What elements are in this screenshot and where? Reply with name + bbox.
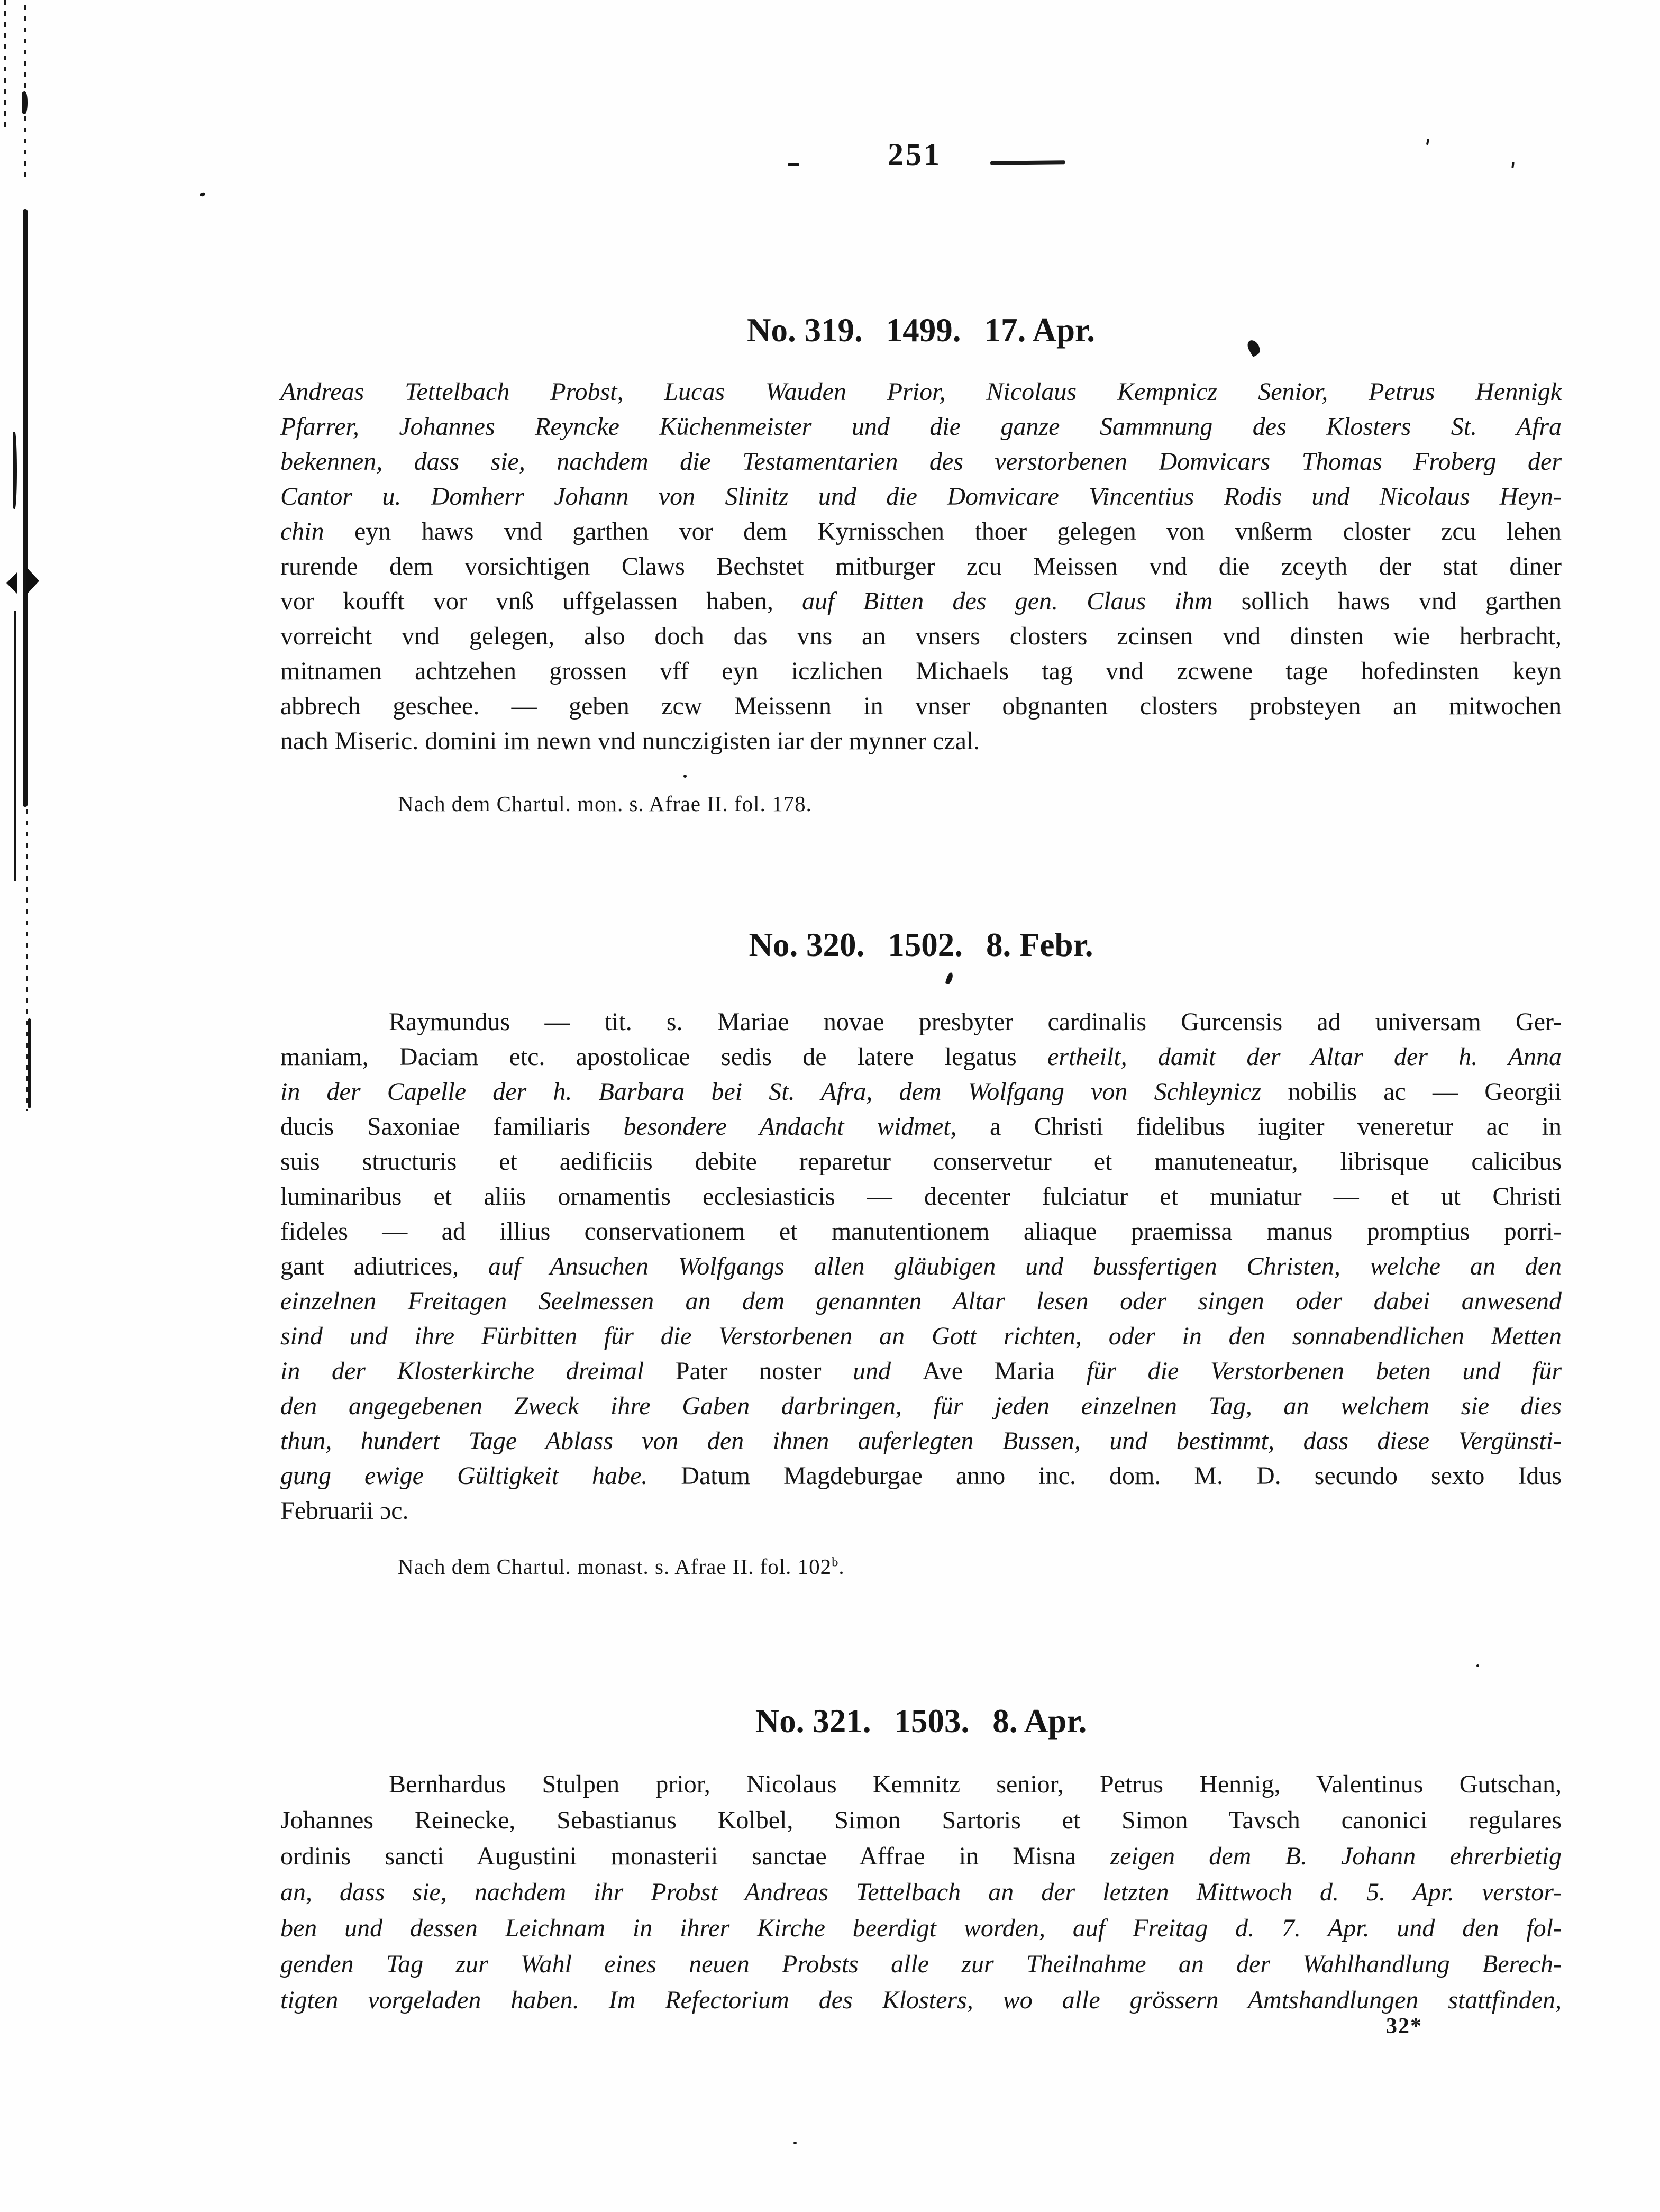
text-segment: nach Miseric. domini im newn vnd nunczigisten iar der mynner czal. (280, 727, 980, 755)
text-segment: sollich haws vnd garthen (1212, 587, 1562, 615)
entry-heading (280, 926, 1562, 964)
text-column (280, 0, 1562, 2212)
text-segment: chin (280, 517, 324, 545)
source-note (398, 789, 812, 818)
text-segment: Pater noster (675, 1357, 822, 1385)
body-line (280, 1389, 1562, 1424)
text-segment: genden Tag zur Wahl eines neuen Probsts alle zur Theilnahme an der Wahlhandlung Berech- (280, 1950, 1562, 1978)
text-segment: bekennen, dass sie, nachdem die Testamentarien des verstorbenen Domvicars Thomas Froberg der (280, 448, 1562, 476)
text-segment: maniam, Daciam etc. apostolicae sedis de latere legatus (280, 1043, 1047, 1071)
text-segment: vorreicht vnd gelegen, also doch das vns an vnsers closters zcinsen vnd dinsten wie herbracht, (280, 622, 1562, 650)
text-segment: ertheilt, damit der Altar der h. Anna (1047, 1043, 1562, 1071)
text-segment: fideles — ad illius conservationem et manutentionem aliaque praemissa manus promptius porri- (280, 1217, 1562, 1245)
text-segment: b (832, 1555, 839, 1570)
text-segment: ducis Saxoniae familiaris (280, 1113, 624, 1141)
text-segment: den angegebenen Zweck ihre Gaben darbringen, für jeden einzelnen Tag, an welchem sie dies (280, 1392, 1562, 1420)
body-line (280, 1075, 1562, 1109)
body-line (280, 654, 1562, 689)
heading-date: 8. Febr. (986, 926, 1093, 963)
text-segment: . (838, 1554, 845, 1579)
body-line (280, 1982, 1562, 2018)
text-segment: ordinis sancti Augustini monasterii sanctae Affrae in Misna (280, 1842, 1110, 1870)
text-segment: Pfarrer, Johannes Reyncke Küchenmeister und die ganze Sammnung des Klosters St. Afra (280, 413, 1562, 441)
text-segment: in der Capelle der h. Barbara bei St. Afra, dem Wolfgang von Schleynicz (280, 1078, 1262, 1106)
text-segment: Ave Maria (922, 1357, 1055, 1385)
text-segment: eyn haws vnd garthen vor dem Kyrnisschen thoer gelegen von vnßerm closter zcu lehen (324, 517, 1562, 545)
text-segment: besondere Andacht widmet (623, 1113, 951, 1141)
heading-date: 17. Apr. (984, 312, 1095, 349)
body-line (280, 1838, 1562, 1874)
text-segment: suis structuris et aedificiis debite reparetur conservetur et manuteneatur, librisque calicibus (280, 1148, 1562, 1176)
body-line (280, 375, 1562, 409)
body-line (280, 1005, 1562, 1040)
text-segment: tigten vorgeladen haben. Im Refectorium des Klosters, wo alle grössern Amtshandlungen stattfinden, (280, 1986, 1562, 2014)
text-segment: Datum Magdeburgae anno inc. dom. M. D. secundo sexto Idus (647, 1462, 1562, 1490)
body-line (280, 1459, 1562, 1494)
body-line (280, 1319, 1562, 1354)
text-segment: gung ewige Gültigkeit habe. (280, 1462, 648, 1490)
body-line (280, 1179, 1562, 1214)
text-segment: Cantor u. Domherr Johann von Slinitz und die Domvicare Vincentius Rodis und Nicolaus Heyn- (280, 483, 1562, 511)
body-line (280, 1910, 1562, 1946)
text-segment: und (821, 1357, 923, 1385)
body-line (280, 409, 1562, 444)
scan-artifact (23, 209, 28, 807)
text-segment: ben und dessen Leichnam in ihrer Kirche beerdigt worden, auf Freitag d. 7. Apr. und den fol- (280, 1914, 1562, 1942)
text-segment: vor koufft vor vnß uffgelassen haben, (280, 587, 802, 615)
body-line (280, 1249, 1562, 1284)
text-segment: sind und ihre Fürbitten für die Verstorbenen an Gott richten, oder in den sonnabendlichen Metten (280, 1322, 1562, 1350)
entry-heading (280, 311, 1562, 350)
heading-year: 1502. (888, 926, 963, 963)
text-segment: einzelnen Freitagen Seelmessen an dem genannten Altar lesen oder singen oder dabei anwesend (280, 1287, 1562, 1315)
body-line (280, 479, 1562, 514)
body-line (280, 1109, 1562, 1144)
body-line (280, 1494, 1562, 1528)
scan-artifact (22, 91, 28, 114)
heading-number: No. 320. (749, 926, 865, 963)
text-segment: , a Christi fidelibus iugiter veneretur ac in (950, 1113, 1562, 1141)
text-segment: Raymundus — tit. s. Mariae novae presbyter cardinalis Gurcensis ad universam Ger- (389, 1008, 1562, 1036)
body-line (280, 549, 1562, 584)
body-line (280, 1874, 1562, 1910)
text-segment: an, dass sie, nachdem ihr Probst Andreas Tettelbach an der letzten Mittwoch d. 5. Apr. verstor- (280, 1878, 1562, 1906)
text-segment: zeigen dem B. Johann ehrerbietig (1110, 1842, 1562, 1870)
text-segment: Nach dem Chartul. mon. s. Afrae II. fol. 178. (398, 791, 812, 816)
text-segment: rurende dem vorsichtigen Claws Bechstet mitburger zcu Meissen vnd die zceyth der stat diner (280, 552, 1562, 580)
entry-heading (280, 1702, 1562, 1741)
scan-artifact (13, 432, 17, 509)
body-line (280, 1214, 1562, 1249)
text-segment: auf Ansuchen Wolfgangs allen gläubigen und bussfertigen Christen, welche an den (488, 1252, 1562, 1280)
text-segment: Bernhardus Stulpen prior, Nicolaus Kemnitz senior, Petrus Hennig, Valentinus Gutschan, (389, 1770, 1562, 1798)
body-line (280, 1946, 1562, 1982)
text-segment: Andreas Tettelbach Probst, Lucas Wauden Prior, Nicolaus Kempnicz Senior, Petrus Hennigk (280, 378, 1562, 406)
body-line (280, 1767, 1562, 1803)
body-line (280, 1424, 1562, 1459)
scan-artifact (4, 0, 6, 127)
scan-artifact (6, 572, 17, 594)
text-segment: abbrech geschee. — geben zcw Meissenn in vnser obgnanten closters probsteyen an mitwochen (280, 692, 1562, 720)
ink-dot (199, 192, 206, 197)
text-segment: für die Verstorbenen beten und für (1055, 1357, 1562, 1385)
body-line (280, 1803, 1562, 1838)
body-line (280, 444, 1562, 479)
body-line (280, 724, 1562, 759)
text-segment: Nach dem Chartul. monast. s. Afrae II. fol. 102 (398, 1554, 832, 1579)
entry-paragraph (280, 1005, 1562, 1528)
body-line (280, 584, 1562, 619)
entry-paragraph (280, 375, 1562, 759)
signature-mark: 32* (1386, 2014, 1422, 2038)
text-segment: luminaribus et aliis ornamentis ecclesiasticis — decenter fulciatur et muniatur — et ut Christi (280, 1182, 1562, 1210)
text-segment: thun, hundert Tage Ablass von den ihnen auferlegten Bussen, und bestimmt, dass diese Vergünsti- (280, 1427, 1562, 1455)
text-segment: nobilis ac — Georgii (1261, 1078, 1562, 1106)
text-segment: mitnamen achtzehen grossen vff eyn iczlichen Michaels tag vnd zcwene tage hofedinsten keyn (280, 657, 1562, 685)
scan-artifact (28, 1018, 31, 1108)
body-line (280, 1040, 1562, 1075)
text-segment: Februarii ɔc. (280, 1497, 409, 1525)
body-line (280, 1284, 1562, 1319)
text-segment: in der Klosterkirche dreimal (280, 1357, 676, 1385)
heading-year: 1503. (894, 1703, 970, 1740)
scan-artifact (14, 611, 16, 881)
heading-number: No. 321. (755, 1703, 871, 1740)
body-line (280, 514, 1562, 549)
page-number: 251 (888, 137, 942, 172)
heading-date: 8. Apr. (992, 1703, 1087, 1740)
body-line (280, 689, 1562, 724)
text-segment: gant adiutrices, (280, 1252, 488, 1280)
body-line (280, 1354, 1562, 1389)
scan-artifact (26, 567, 39, 595)
source-note (398, 1552, 845, 1581)
heading-year: 1499. (886, 312, 961, 349)
text-segment: auf Bitten des gen. Claus ihm (802, 587, 1213, 615)
body-line (280, 619, 1562, 654)
body-line (280, 1144, 1562, 1179)
heading-number: No. 319. (747, 312, 863, 349)
entry-paragraph (280, 1767, 1562, 2018)
text-segment: Johannes Reinecke, Sebastianus Kolbel, Simon Sartoris et Simon Tavsch canonici regulares (280, 1806, 1562, 1834)
